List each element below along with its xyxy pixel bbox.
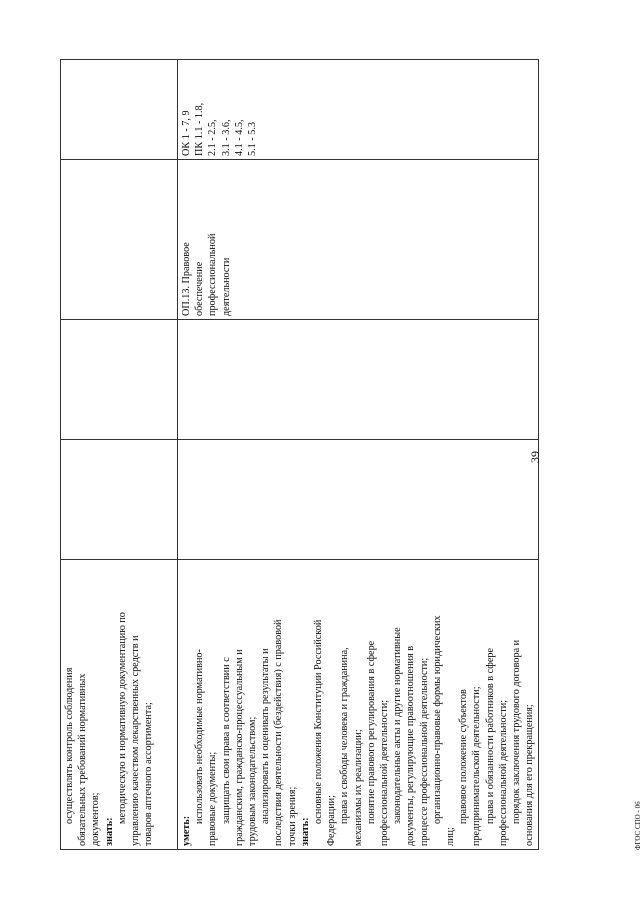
text-line: лиц;	[445, 827, 457, 846]
rotated-content	[60, 60, 642, 850]
text-line: гражданским, гражданско-процессуальным и	[233, 649, 245, 846]
discipline-line: обеспечение	[194, 261, 206, 316]
text-line: профессиональной деятельности;	[497, 699, 509, 846]
competencies-cell	[178, 60, 539, 160]
text-line: управлению качеством лекарственных средств и	[130, 635, 142, 846]
empty-cell	[61, 320, 178, 440]
page-number: 39	[528, 451, 542, 463]
text-line: Федерации;	[326, 795, 338, 846]
text-line: правовые документы;	[207, 751, 219, 846]
competency-line: ПК 1.1 - 1.8,	[194, 102, 206, 156]
text-line: документов;	[90, 792, 102, 846]
text-line: товаров аптечного ассортимента;	[143, 702, 155, 846]
text-line: предпринимательской деятельности;	[471, 686, 483, 846]
table-row	[61, 60, 178, 850]
text-line: уметь:	[181, 815, 192, 846]
competency-line: ОК 1 - 7, 9	[181, 110, 192, 156]
footer-label: ФГОС СПО - 06	[634, 801, 642, 850]
discipline-line: профессиональной	[207, 233, 219, 316]
text-line: методическую и нормативную документацию по	[116, 612, 128, 824]
empty-cell	[61, 60, 178, 160]
text-line: права и свободы человека и гражданина,	[339, 647, 351, 824]
text-line: законодательные акты и другие нормативные	[392, 627, 404, 824]
text-line: использовать необходимые нормативно-	[194, 649, 206, 824]
curriculum-table	[60, 59, 539, 850]
text-line: знать:	[103, 817, 115, 846]
text-line: защищать свои права в соответствии с	[220, 657, 232, 824]
empty-cell	[61, 440, 178, 560]
text-line: процессе профессиональной деятельности;	[418, 657, 430, 846]
text-line: анализировать и оценивать результаты и	[260, 648, 272, 824]
text-line: правовое положение субъектов	[458, 689, 470, 824]
text-line: профессиональной деятельности;	[379, 699, 391, 846]
text-line: точки зрения;	[286, 786, 298, 846]
text-line: основания для его прекращения;	[524, 704, 536, 846]
competency-line: 3.1 - 3.6,	[220, 119, 232, 156]
text-line: знать:	[299, 817, 311, 846]
text-line: порядок заключения трудового договора и	[511, 639, 523, 824]
text-line: механизмы их реализации;	[352, 729, 364, 846]
competency-line: 2.1 - 2.5,	[207, 119, 219, 156]
competency-line: 5.1 - 5.3	[247, 122, 259, 156]
competency-line: 4.1 - 4.5,	[233, 119, 245, 156]
text-line: осуществлять контроль соблюдения	[64, 667, 75, 824]
text-line: трудовым законодательством;	[247, 716, 259, 846]
text-line: организационно-правовые формы юридических	[431, 615, 443, 824]
text-line: права и обязанности работников в сфере	[484, 647, 496, 824]
text-line: документы, регулирующие правоотношения в	[405, 645, 417, 846]
text-line: понятие правового регулирования в сфере	[365, 640, 377, 824]
empty-cell	[178, 440, 539, 560]
text-line: последствия деятельности (бездействия) с правовой	[273, 619, 285, 846]
requirements-cell-bottom	[178, 560, 539, 850]
discipline-cell	[178, 160, 539, 320]
table-row	[178, 60, 539, 850]
text-line: основные положения Конституции Российской	[313, 619, 325, 824]
discipline-line: ОП.13. Правовое	[181, 242, 192, 316]
text-line: обязательных требований нормативных	[77, 673, 89, 846]
empty-cell	[178, 320, 539, 440]
requirements-cell-top	[61, 560, 178, 850]
discipline-line: деятельности	[220, 257, 232, 316]
empty-cell	[61, 160, 178, 320]
